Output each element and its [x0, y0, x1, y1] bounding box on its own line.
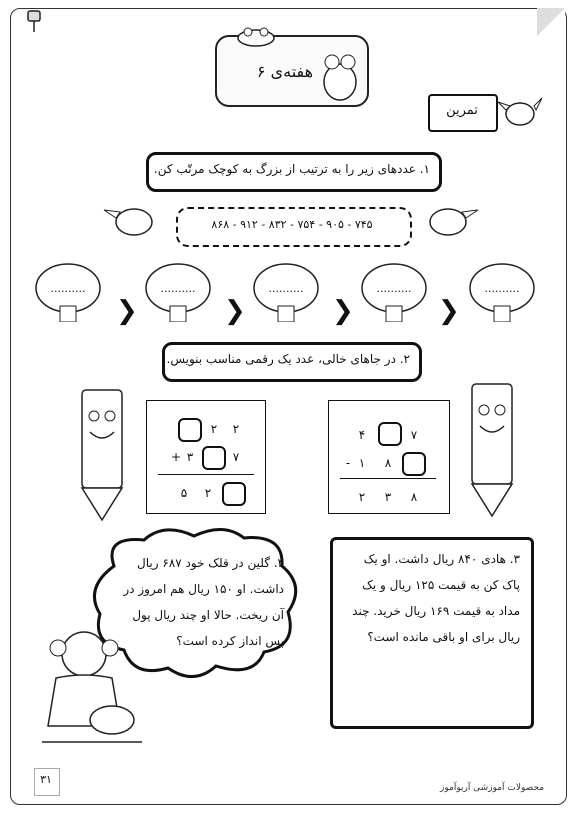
question-4-line: پس انداز کرده است؟ [176, 634, 284, 648]
digit: ۳ [384, 490, 392, 504]
question-3-line: ۳. هادی ۸۴۰ ریال داشت. او یک [363, 552, 520, 566]
digit: ۲ [204, 486, 212, 500]
answer-blank[interactable]: .......... [376, 282, 412, 295]
page-corner-fold [537, 8, 565, 36]
question-4-line: ۴. گلین در قلک خود ۶۸۷ ریال [136, 556, 284, 570]
girl-with-piggy-bank-icon [36, 622, 148, 748]
tree-row [34, 262, 554, 334]
bird-icon [100, 198, 164, 242]
publisher-credit: محصولات آموزشی آریوآموز [440, 783, 545, 793]
frog-icon [232, 24, 280, 48]
answer-blank[interactable]: .......... [484, 282, 520, 295]
difference-line [340, 478, 436, 479]
arrow-icon: ❯ [224, 296, 246, 326]
page-number: ۳۱ [40, 773, 52, 786]
pencil-character-icon [452, 376, 532, 522]
answer-blank[interactable]: .......... [50, 282, 86, 295]
digit: ۲ [210, 422, 218, 436]
digit: ۲ [232, 422, 240, 436]
question-3-line: ریال برای او باقی مانده است؟ [367, 630, 520, 644]
digit: ۵ [180, 486, 188, 500]
answer-box[interactable] [178, 418, 202, 442]
exercise-label: تمرین [446, 103, 478, 118]
answer-box[interactable] [222, 482, 246, 506]
question-3-line: مداد به قیمت ۱۶۹ ریال خرید. چند [352, 604, 520, 618]
digit: ۱ [358, 456, 366, 470]
digit: ۸ [410, 490, 418, 504]
digit: ۷ [232, 450, 240, 464]
question-3-text [340, 546, 520, 650]
pin-icon [24, 8, 44, 34]
bird-icon [418, 198, 482, 242]
sum-line [158, 474, 254, 475]
question-2-prompt: ۲. در جاهای خالی، عدد یک رقمی مناسب بنویس. [166, 352, 410, 366]
digit: ۷ [410, 428, 418, 442]
digit: ۴ [358, 428, 366, 442]
plus-sign: + [170, 450, 182, 464]
pencil-character-icon [64, 382, 144, 524]
arrow-icon: ❯ [332, 296, 354, 326]
arrow-icon: ❯ [116, 296, 138, 326]
answer-box[interactable] [378, 422, 402, 446]
digit: ۳ [186, 450, 194, 464]
question-4-line: داشت. او ۱۵۰ ریال هم امروز در [123, 582, 284, 596]
question-3-line: پاک کن به قیمت ۱۲۵ ریال و یک [362, 578, 520, 592]
question-4-line: آن ریخت. حالا او چند ریال پول [132, 608, 284, 622]
arrow-icon: ❯ [438, 296, 460, 326]
digit: ۸ [384, 456, 392, 470]
minus-sign: - [345, 456, 351, 470]
digit: ۲ [358, 490, 366, 504]
answer-blank[interactable]: .......... [160, 282, 196, 295]
bird-icon [496, 92, 544, 132]
answer-blank[interactable]: .......... [268, 282, 304, 295]
numbers-list: ۸۶۸ - ۹۱۲ - ۸۳۲ - ۷۵۴ - ۹۰۵ - ۷۴۵ [211, 218, 373, 231]
answer-box[interactable] [202, 446, 226, 470]
question-1-prompt: ۱. عددهای زیر را به ترتیب از بزرگ به کوچک مرتّب کن. [153, 162, 430, 176]
answer-box[interactable] [402, 452, 426, 476]
week-title: هفته‌ی ۶ [256, 62, 314, 81]
